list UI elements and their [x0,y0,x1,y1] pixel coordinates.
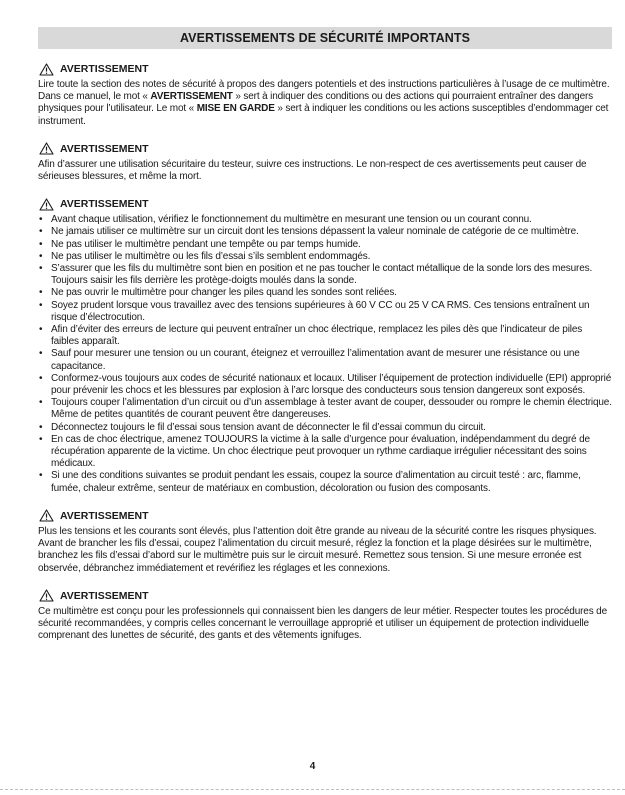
warning-heading-label: AVERTISSEMENT [60,509,149,522]
list-item: • Ne pas utiliser le multimètre ou les fils d’essai s’ils semblent endommagés. [38,251,612,263]
list-item: • Ne pas utiliser le multimètre pendant une tempête ou par temps humide. [38,239,612,251]
paragraph-text: Lire toute la section des notes de sécurité à propos des dangers potentiels et des instructions particulières à l’usage de ce multimètre. Dans ce manuel, le mot « [38,79,610,103]
list-item: • Déconnectez toujours le fil d’essai sous tension avant de déconnecter le fil d’essai commun du circuit. [38,422,612,434]
warning-section-1 [38,61,612,128]
warning-triangle-icon [39,589,54,602]
warning-heading-label: AVERTISSEMENT [60,589,149,602]
warning-heading [38,196,612,212]
list-item: • Ne pas ouvrir le multimètre pour changer les piles quand les sondes sont reliées. [38,287,612,299]
page-title: AVERTISSEMENTS DE SÉCURITÉ IMPORTANTS [38,27,612,49]
warning-triangle-icon [39,198,54,211]
page-number: 4 [309,761,316,772]
paragraph-text: » sert à indiquer des conditions ou des actions qui pourraient entraîner des dangers physiques pour l’utilisateur. Le mot « [38,91,594,115]
warning-triangle-icon [39,142,54,155]
list-item: • Avant chaque utilisation, vérifiez le fonctionnement du multimètre en mesurant une tension ou un courant connu. [38,214,612,226]
warning-section-4 [38,508,612,575]
warning-heading [38,588,612,604]
warning-paragraph: Afin d’assurer une utilisation sécuritaire du testeur, suivre ces instructions. Le non-respect de ces avertissements peut causer de sérieuses blessures, et même la mort. [38,158,587,183]
warning-heading-label: AVERTISSEMENT [60,142,149,155]
warning-bullet-list [38,214,612,495]
warning-section-3 [38,196,612,495]
list-item: • En cas de choc électrique, amenez TOUJOURS la victime à la salle d’urgence pour évaluation, indépendamment du degré de récupération apparente de la victime. Un choc électrique peut provoquer un rythme cardiaque irrégulier nécessitant des soins médicaux. [38,434,612,471]
warning-heading [38,61,612,77]
warning-paragraph [38,79,612,128]
warning-paragraph: Plus les tensions et les courants sont élevés, plus l’attention doit être grande au niveau de la sécurité contre les risques physiques. Avant de brancher les fils d’essai, coupez l’alimentation du circuit mesuré, réglez la fonction et la plage désirées sur le multimètre, branchez les fils d’essai d’abord sur le multimètre puis sur le circuit mesuré. Remettez sous tension. Si une mesure erronée est observée, débranchez immédiatement et revérifiez les réglages et les connexions. [38,525,597,574]
list-item: • Ne jamais utiliser ce multimètre sur un circuit dont les tensions dépassent la valeur nominale de catégorie de ce multimètre. [38,226,612,238]
paragraph-text: » sert à indiquer les conditions ou les actions susceptibles d’endommager cet instrument. [38,103,609,127]
list-item: • Soyez prudent lorsque vous travaillez avec des tensions supérieures à 60 V CC ou 25 V CA RMS. Ces tensions entraînent un risque d’électrocution. [38,300,612,324]
warning-triangle-icon [39,63,54,76]
warning-section-5 [38,588,612,643]
bottom-divider [0,789,625,790]
list-item: • S’assurer que les fils du multimètre sont bien en position et ne pas toucher le contact métallique de la sonde lors des mesures. Toujours saisir les fils derrière les protège-doigts moulés dans la sonde. [38,263,612,287]
warning-heading [38,508,612,524]
paragraph-keyword: MISE EN GARDE [196,103,275,115]
warning-heading [38,141,612,157]
list-item: • Sauf pour mesurer une tension ou un courant, éteignez et verrouillez l’alimentation avant de mesurer une résistance ou une capacitance. [38,348,612,372]
list-item: • Conformez-vous toujours aux codes de sécurité nationaux et locaux. Utiliser l’équipement de protection individuelle (EPI) approprié pour prévenir les chocs et les blessures par explosion à l’arc lorsque des conducteurs sous tension dangereux sont exposés. [38,373,612,397]
warning-section-2 [38,141,612,183]
page [38,27,612,655]
warning-triangle-icon [39,509,54,522]
list-item: • Toujours couper l’alimentation d’un circuit ou d’un assemblage à tester avant de couper, dessouder ou rompre le chemin électrique. Même de petites quantités de courant peuvent être dangereuses. [38,397,612,421]
warning-paragraph: Ce multimètre est conçu pour les professionnels qui connaissent bien les dangers de leur métier. Respecter toutes les procédures de sécurité recommandées, y compris celles concernant le verrouillage approprié et utiliser un équipement de protection individuelle comprenant des lunettes de sécurité, des gants et des vêtements ignifuges. [38,605,608,642]
warning-heading-label: AVERTISSEMENT [60,63,149,75]
warning-heading-label: AVERTISSEMENT [60,198,149,211]
paragraph-keyword: AVERTISSEMENT [150,91,233,103]
list-item: • Afin d’éviter des erreurs de lecture qui peuvent entraîner un choc électrique, remplacez les piles dès que l’indicateur de piles faibles apparaît. [38,324,612,348]
list-item: • Si une des conditions suivantes se produit pendant les essais, coupez la source d’alimentation au circuit testé : arc, flamme, fumée, chaleur extrême, senteur de matériaux en combustion, décoloration ou fusion des composants. [38,470,612,494]
